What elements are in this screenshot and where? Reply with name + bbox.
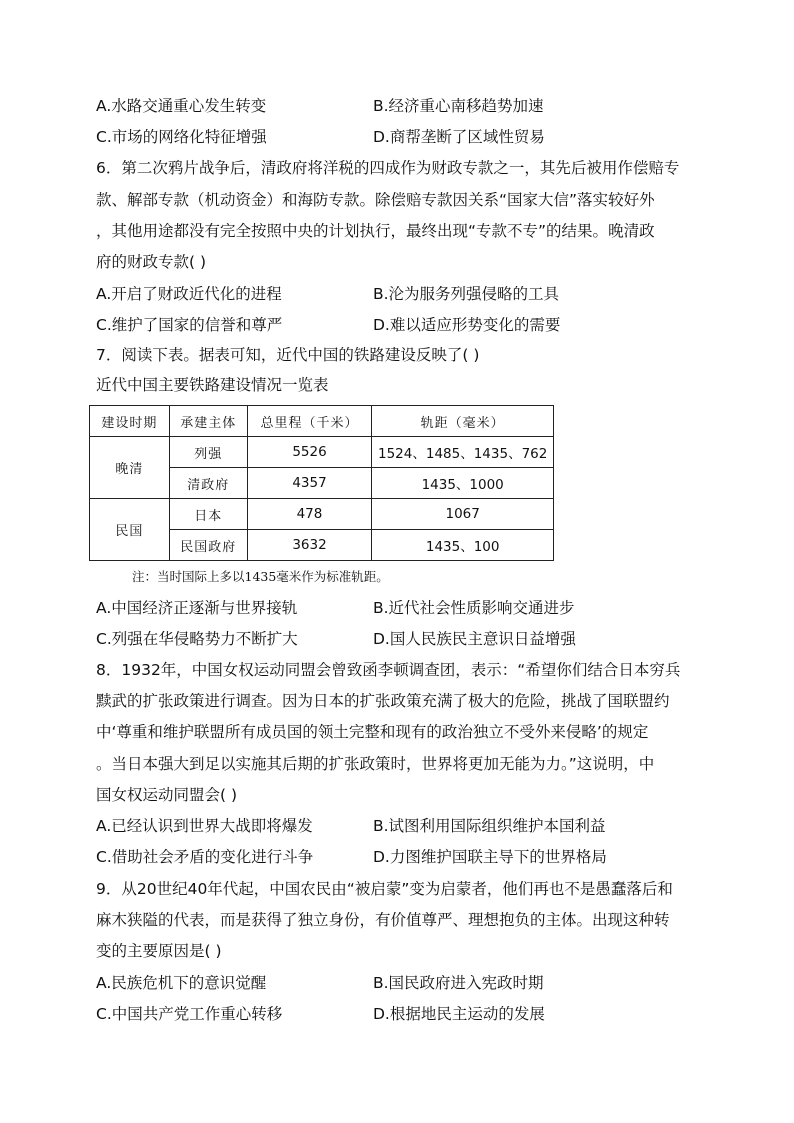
q8-stem-line-4: 。当日本强大到足以实施其后期的扩张政策时，世界将更加无能为力。”这说明，中 — [96, 755, 655, 773]
header-length: 总里程（千米） — [247, 406, 372, 437]
q7-option-b: B.近代社会性质影响交通进步 — [373, 599, 575, 617]
q8-option-c: C.借助社会矛盾的变化进行斗争 — [96, 848, 314, 866]
q8-option-a: A.已经认识到世界大战即将爆发 — [96, 817, 313, 835]
q9-option-d: D.根据地民主运动的发展 — [373, 1005, 545, 1023]
period-cell: 晚清 — [90, 437, 170, 499]
q5-option-c: C.市场的网络化特征增强 — [96, 128, 267, 146]
q6-option-d: D.难以适应形势变化的需要 — [373, 316, 561, 334]
railway-table — [89, 405, 554, 561]
gauge-cell: 1524、1485、1435、762 — [372, 437, 554, 468]
table-note: 注：当时国际上多以1435毫米作为标准轨距。 — [132, 569, 389, 584]
q6-stem-line-4: 府的财政专款( ) — [96, 253, 207, 271]
q9-option-b: B.国民政府进入宪政时期 — [373, 974, 544, 992]
q8-stem-line-5: 国女权运动同盟会( ) — [96, 786, 238, 804]
gauge-cell: 1067 — [372, 499, 554, 530]
period-cell: 民国 — [90, 499, 170, 561]
q9-stem-line-2: 麻木狭隘的代表，而是获得了独立身份，有价值尊严、理想抱负的主体。出现这种转 — [96, 911, 670, 929]
q8-stem-line-2: 黩武的扩张政策进行调查。因为日本的扩张政策充满了极大的危险，挑战了国联盟约 — [96, 692, 670, 710]
q9-option-a: A.民族危机下的意识觉醒 — [96, 974, 267, 992]
table-row — [90, 437, 554, 468]
builder-cell: 民国政府 — [169, 530, 247, 561]
length-cell: 478 — [247, 499, 372, 530]
q6-option-c: C.维护了国家的信誉和尊严 — [96, 316, 283, 334]
length-cell: 4357 — [247, 468, 372, 499]
q8-stem-line-1: 8．1932年，中国女权运动同盟会曾致函李顿调查团，表示：“希望你们结合日本穷兵 — [96, 661, 681, 679]
q6-stem-line-1: 6．第二次鸦片战争后，清政府将洋税的四成作为财政专款之一，其先后被用作偿赔专 — [96, 159, 680, 177]
header-period: 建设时期 — [90, 406, 170, 437]
q5-option-d: D.商帮垄断了区域性贸易 — [373, 128, 545, 146]
q5-option-a: A.水路交通重心发生转变 — [96, 97, 267, 115]
table-caption: 近代中国主要铁路建设情况一览表 — [96, 376, 329, 394]
gauge-cell: 1435、1000 — [372, 468, 554, 499]
builder-cell: 日本 — [169, 499, 247, 530]
builder-cell: 清政府 — [169, 468, 247, 499]
length-cell: 3632 — [247, 530, 372, 561]
q9-option-c: C.中国共产党工作重心转移 — [96, 1005, 283, 1023]
gauge-cell: 1435、100 — [372, 530, 554, 561]
q8-option-d: D.力图维护国联主导下的世界格局 — [373, 848, 607, 866]
q7-stem: 7．阅读下表。据表可知，近代中国的铁路建设反映了( ) — [96, 346, 480, 364]
q9-stem-line-1: 9．从20世纪40年代起，中国农民由“被启蒙”变为启蒙者，他们再也不是愚蠢落后和 — [96, 880, 673, 898]
q7-option-c: C.列强在华侵略势力不断扩大 — [96, 630, 298, 648]
q9-stem-line-3: 变的主要原因是( ) — [96, 942, 222, 960]
length-cell: 5526 — [247, 437, 372, 468]
q5-option-b: B.经济重心南移趋势加速 — [373, 97, 544, 115]
header-builder: 承建主体 — [169, 406, 247, 437]
q8-option-b: B.试图利用国际组织维护本国利益 — [373, 817, 606, 835]
q7-option-d: D.国人民族民主意识日益增强 — [373, 630, 576, 648]
q6-option-a: A.开启了财政近代化的进程 — [96, 285, 282, 303]
q7-option-a: A.中国经济正逐渐与世界接轨 — [96, 599, 298, 617]
q6-stem-line-2: 款、解部专款（机动资金）和海防专款。除偿赔专款因关系“国家大信”落实较好外 — [96, 191, 655, 209]
q6-stem-line-3: ，其他用途都没有完全按照中央的计划执行，最终出现“专款不专”的结果。晚清政 — [96, 222, 655, 240]
builder-cell: 列强 — [169, 437, 247, 468]
q8-stem-line-3: 中‘尊重和维护联盟所有成员国的领土完整和现有的政治独立不受外来侵略’的规定 — [96, 723, 649, 741]
header-gauge: 轨距（毫米） — [372, 406, 554, 437]
table-header-row — [90, 406, 554, 437]
q6-option-b: B.沦为服务列强侵略的工具 — [373, 285, 560, 303]
table-row — [90, 499, 554, 530]
